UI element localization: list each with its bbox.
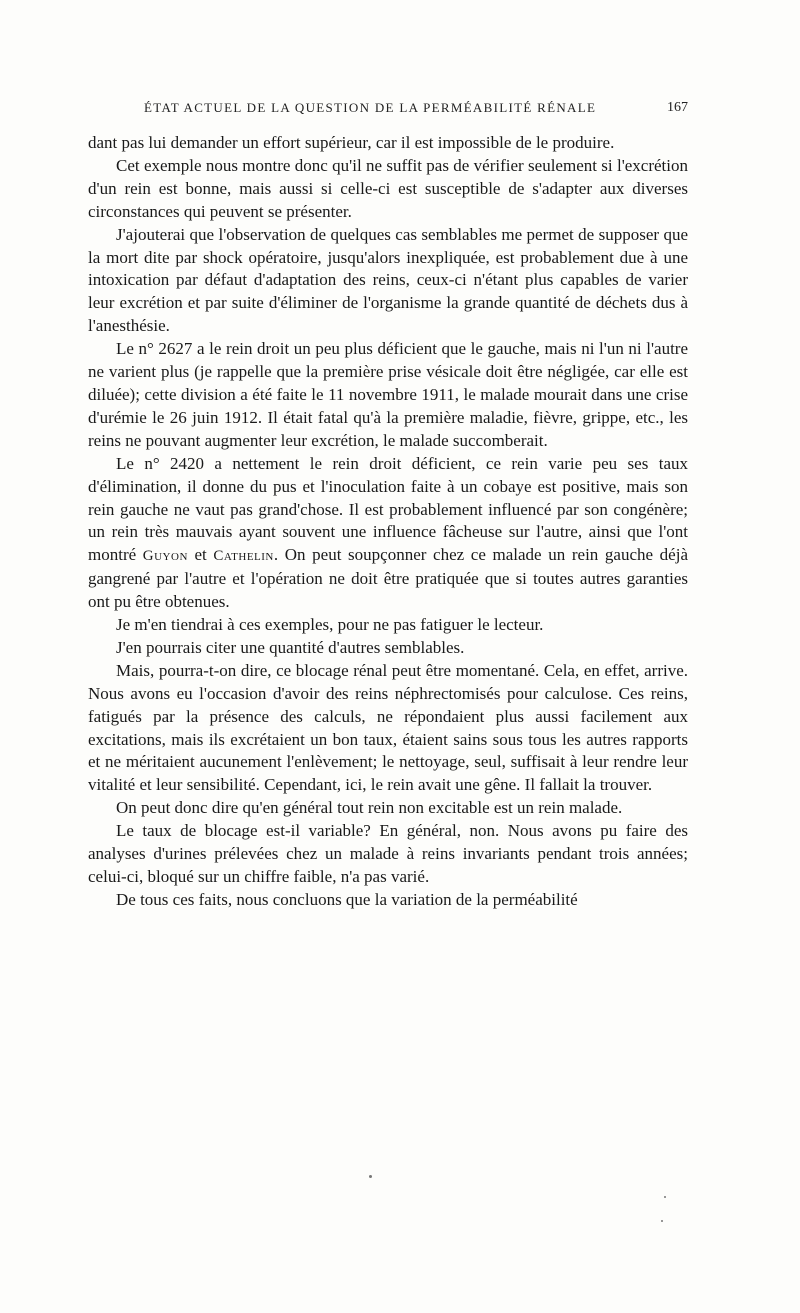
page-number: 167 [667,100,688,115]
paragraph: De tous ces faits, nous concluons que la variation de la perméabilité [116,889,578,909]
paragraph: Cet exemple nous montre donc qu'il ne suffit pas de vérifier seulement si l'excrétion d'un rein est bonne, mais aussi si celle-ci est susceptible de s'adapter aux diverses circonstances qui peuvent se présenter. [88,155,688,221]
body-text [88,132,688,912]
paragraph: Le taux de blocage est-il variable? En général, non. Nous avons pu faire des analyses d'urines prélevées chez un malade à reins invariants pendant trois années; celui-ci, bloqué sur un chiffre faible, n'a pas varié. [88,821,688,886]
paragraph-text: Le n° 2420 a nettement le rein droit déficient, ce rein varie peu ses taux d'élimination, il donne du pus et l'inoculation faite à un cobaye est positive, mais son rein gauche ne vaut pas grand'chose. Il est probablement influencé par son congénère; un rein très mauvais ayant souvent une influence fâcheuse sur l'autre, ainsi que l'ont montré [88,453,688,565]
scan-speck [369,1175,372,1178]
page-header [88,100,688,120]
paragraph: Mais, pourra-t-on dire, ce blocage rénal peut être momentané. Cela, en effet, arrive. Nous avons eu l'occasion d'avoir des reins néphrectomisés pour calculose. Ces reins, fatigués par la présence des calculs, ne répondaient plus aussi facilement aux excitations, mais ils excrétaient un bon taux, étaient sains sous tous les autres rapports et ne méritaient aucunement l'enlèvement; le nettoyage, seul, suffisait à leur rendre leur vitalité et leur sensibilité. Cependant, ici, le rein avait une gêne. Il fallait la trouver. [88,660,688,795]
paragraph: J'ajouterai que l'observation de quelques cas semblables me permet de supposer que la mort dite par shock opératoire, jusqu'alors inexpliquée, est probablement due à une intoxication par défaut d'adaptation des reins, ceux-ci n'étant plus capables de varier leur excrétion et par suite d'éliminer de l'organisme la grande quantité de déchets dus à l'anesthésie. [88,224,688,336]
author-name-guyon: Guyon [142,548,188,565]
paragraph: Je m'en tiendrai à ces exemples, pour ne pas fatiguer le lecteur. [116,615,544,635]
paragraph-text: et [187,545,214,565]
paragraph: dant pas lui demander un effort supérieur, car il est impossible de le produire. [88,133,615,152]
paragraph: J'en pourrais citer une quantité d'autres semblables. [116,637,465,657]
scan-speck [664,1196,666,1198]
paragraph: Le n° 2627 a le rein droit un peu plus déficient que le gauche, mais ni l'un ni l'autre ne varient plus (je rappelle que la première prise vésicale doit être négligée, car elle est diluée); cette division a été faite le 11 novembre 1911, le malade mourait dans une crise d'urémie le 26 juin 1912. Il était fatal qu'à la première maladie, fièvre, grippe, etc., les reins ne pouvant augmenter leur excrétion, le malade succomberait. [88,339,688,450]
scan-speck [661,1220,663,1222]
paragraph [88,453,688,614]
author-name-cathelin: Cathelin [213,548,274,565]
paragraph: On peut donc dire qu'en général tout rein non excitable est un rein malade. [116,798,623,818]
running-head: ÉTAT ACTUEL DE LA QUESTION DE LA PERMÉABILITÉ RÉNALE [144,100,597,115]
paragraph-text: . On peut soupçonner chez ce malade un rein gauche déjà gangrené par l'autre et l'opération ne doit être pratiquée que si toutes autres garanties ont pu être obtenues. [88,545,688,612]
